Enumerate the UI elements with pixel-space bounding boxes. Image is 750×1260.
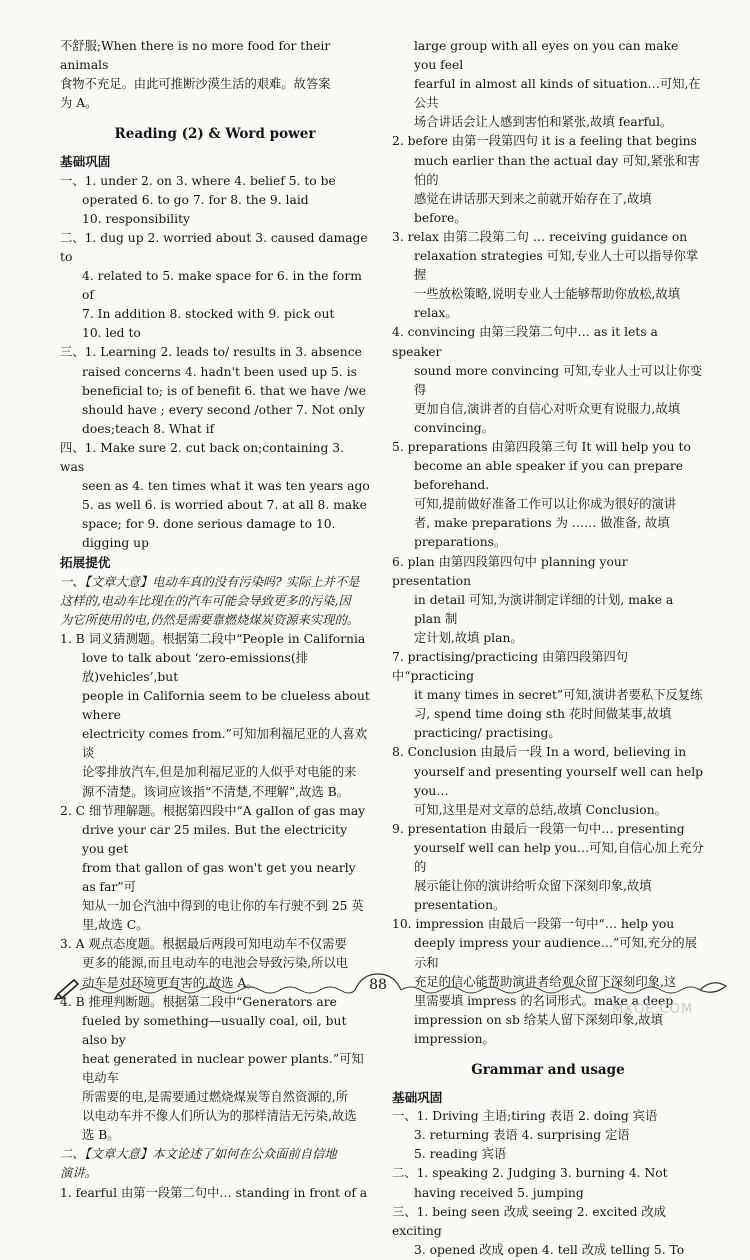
text-line: does;teach 8. What if [82, 421, 215, 436]
text-line: 场合讲话会让人感到害怕和紧张,故填 fearful。 [414, 115, 673, 130]
text-line: 8. Conclusion 由最后一段 In a word, believing in [392, 745, 687, 760]
text-line: 一、1. Driving 主语;tiring 表语 2. doing 宾语 [392, 1109, 658, 1124]
text-line: 知从一加仑汽油中得到的电让你的车行驶不到 25 英 [82, 899, 364, 914]
text-line: 9. presentation 由最后一段第一句中… presenting [392, 821, 685, 836]
text-line: 论零排放汽车,但是加利福尼亚的人似乎对电能的来 [82, 765, 357, 780]
watermark: MXQE.COM [612, 1002, 694, 1017]
text-line: 动车是对环境更有害的,故选 A。 [82, 975, 259, 990]
text-line: 1. B 词义猜测题。根据第二段中“People in California [60, 631, 366, 646]
text-line: 7. In addition 8. stocked with 9. pick out [82, 307, 335, 322]
text-line: much earlier than the actual day 可知,紧张和害怕的 [414, 153, 700, 187]
text-line: 者, make preparations 为 …… 做准备, 故填 [414, 516, 670, 531]
subsection-heading: 基础巩固 [392, 1090, 443, 1106]
text-line: 10. responsibility [82, 211, 190, 226]
text-line: 5. reading 宾语 [414, 1147, 507, 1162]
text-line: 更加自信,演讲者的自信心对听众更有说服力,故填 [414, 401, 681, 416]
section-heading: Grammar and usage [471, 1061, 625, 1078]
text-line: relaxation strategies 可知,专业人士可以指导你掌握 [414, 249, 699, 283]
text-line: 选 B。 [82, 1128, 120, 1143]
pen-icon [55, 980, 78, 999]
text-line: 二、1. dug up 2. worried about 3. caused damage to [60, 230, 368, 264]
text-line: 习, spend time doing sth 花时间做某事,故填 [414, 707, 672, 722]
text-line: 可知,这里是对文章的总结,故填 Conclusion。 [414, 802, 667, 817]
text-line: practicing/ practising。 [414, 726, 561, 741]
text-line: 7. practising/practicing 由第四段第四句中“practicing [392, 650, 629, 684]
text-line: become an able speaker if you can prepare beforehand. [414, 459, 684, 493]
text-line: 更多的能源,而且电动车的电池会导致污染,所以电 [82, 956, 349, 971]
text-line: operated 6. to go 7. for 8. the 9. laid [82, 192, 309, 207]
right-column [392, 37, 704, 1260]
text-line: 四、1. Make sure 2. cut back on;containing 3. was [60, 440, 345, 474]
text-line: 4. related to 5. make space for 6. in the form of [82, 269, 362, 303]
text-line: 一、【文章大意】电动车真的没有污染吗? 实际上并不是 [60, 574, 360, 589]
section-heading: Reading (2) & Word power [114, 126, 316, 143]
text-line: fearful in almost all kinds of situation…可知,在公共 [414, 77, 701, 111]
text-line: people in California seem to be clueless about where [82, 689, 370, 723]
text-line: large group with all eyes on you can make you feel [414, 39, 679, 73]
text-line: 4. B 推理判断题。根据第二段中“Generators are [60, 994, 337, 1009]
text-line: 可知,提前做好准备工作可以让你成为很好的演讲 [414, 497, 677, 512]
text-line: 5. as well 6. is worried about 7. at all 8. make [82, 498, 367, 513]
text-line: impression。 [414, 1031, 495, 1046]
text-line: 6. plan 由第四段第四句中 planning your presentation [392, 554, 628, 588]
text-line: 二、1. speaking 2. Judging 3. burning 4. Not [392, 1166, 668, 1181]
subsection-heading: 拓展提优 [60, 555, 111, 571]
text-line: 3. relax 由第二段第二句 … receiving guidance on [392, 229, 688, 244]
text-line: preparations。 [414, 535, 507, 550]
text-line: space; for 9. done serious damage to 10. digging up [82, 517, 336, 551]
text-line: convincing。 [414, 420, 494, 435]
text-line: 感觉在讲话那天到来之前就开始存在了,故填 before。 [414, 191, 652, 225]
text-line: 演讲。 [60, 1166, 97, 1181]
text-line: yourself well can help you…可知,自信心加上充分的 [414, 840, 704, 875]
text-line: 为 A。 [60, 96, 98, 111]
subsection-heading: 基础巩固 [60, 154, 111, 170]
text-line: heat generated in nuclear power plants.”可知电动车 [82, 1051, 364, 1085]
text-line: 10. impression 由最后一段第一句中“… help you [392, 917, 675, 932]
text-line: 定计划,故填 plan。 [414, 630, 523, 645]
text-line: 三、1. being seen 改成 seeing 2. excited 改成 exciting [392, 1204, 666, 1238]
text-line: 源不清楚。该词应该指“不清楚,不理解”,故选 B。 [82, 784, 349, 799]
text-line: 二、【文章大意】本文论述了如何在公众面前自信地 [60, 1147, 337, 1162]
text-line: yourself and presenting yourself well can help you… [414, 764, 704, 798]
text-line: from that gallon of gas won't get you nearly as far”可 [82, 860, 356, 895]
text-line: fueled by something—usually coal, oil, but also by [82, 1013, 347, 1047]
text-line: it many times in secret”可知,演讲者要私下反复练 [414, 688, 703, 703]
text-line: 5. preparations 由第四段第三句 It will help you to [392, 439, 691, 454]
text-line: 展示能让你的演讲给听众留下深刻印象,故填 [414, 879, 652, 894]
text-line: love to talk about ‘zero-emissions(排放)vehicles’,but [82, 650, 308, 684]
text-line: 为它所使用的电,仍然是需要靠燃烧煤炭资源来实现的。 [60, 612, 360, 627]
text-line: sound more convincing 可知,专业人士可以让你变得 [414, 363, 703, 397]
text-line: 10. led to [82, 326, 141, 341]
text-line: in detail 可知,为演讲制定详细的计划, make a plan 制 [414, 592, 674, 626]
text-line: 以电动车并不像人们所认为的那样清洁无污染,故选 [82, 1109, 357, 1124]
text-line: deeply impress your audience…”可知,充分的展示和 [414, 936, 697, 970]
text-line: 2. before 由第一段第四句 it is a feeling that begins [392, 134, 697, 149]
text-line: 一、1. under 2. on 3. where 4. belief 5. to be [60, 173, 336, 188]
text-line: relax。 [414, 306, 458, 321]
text-line: 不舒服;When there is no more food for their animals [60, 39, 331, 73]
text-line: 4. convincing 由第三段第二句中… as it lets a speaker [392, 325, 658, 359]
text-line: 3. returning 表语 4. surprising 定语 [414, 1128, 630, 1143]
text-line: 2. C 细节理解题。根据第四段中“A gallon of gas may [60, 803, 366, 818]
text-line: 里,故选 C。 [82, 918, 149, 933]
text-line: electricity comes from.”可知加利福尼亚的人喜欢谈 [82, 727, 368, 761]
text-line: raised concerns 4. hadn't been used up 5. is [82, 364, 357, 379]
text-line: beneficial to; is of benefit 6. that we have /we [82, 383, 367, 398]
text-line: 充足的信心能帮助演讲者给观众留下深刻印象,这 [414, 974, 677, 989]
text-line: seen as 4. ten times what it was ten years ago [82, 479, 370, 494]
text-line: having received 5. jumping [414, 1185, 584, 1200]
text-line: 3. opened 改成 open 4. tell 改成 telling 5. To [414, 1242, 685, 1257]
text-line: impression on sb 给某人留下深刻印象,故填 [414, 1012, 663, 1027]
text-line: drive your car 25 miles. But the electricity you get [82, 822, 348, 856]
text-line: 一些放松策略,说明专业人士能够帮助你放松,故填 [414, 287, 681, 302]
text-line: 3. A 观点态度题。根据最后两段可知电动车不仅需要 [60, 937, 347, 952]
text-line: 食物不充足。由此可推断沙漠生活的艰难。故答案 [60, 77, 331, 92]
text-line: 里需要填 impress 的名词形式。make a deep [414, 993, 674, 1008]
text-line: presentation。 [414, 898, 506, 913]
text-line: 这样的,电动车比现在的汽车可能会导致更多的污染,因 [60, 593, 351, 608]
text-line: 三、1. Learning 2. leads to/ results in 3. absence [60, 345, 362, 360]
text-line: 所需要的电,是需要通过燃烧煤炭等自然资源的,所 [82, 1090, 349, 1105]
text-line: should have ; every second /other 7. Not only [82, 402, 365, 417]
page-number: 88 [369, 977, 387, 993]
leaf-icon [700, 983, 726, 992]
text-line: 1. fearful 由第一段第二句中… standing in front of a [60, 1185, 368, 1200]
